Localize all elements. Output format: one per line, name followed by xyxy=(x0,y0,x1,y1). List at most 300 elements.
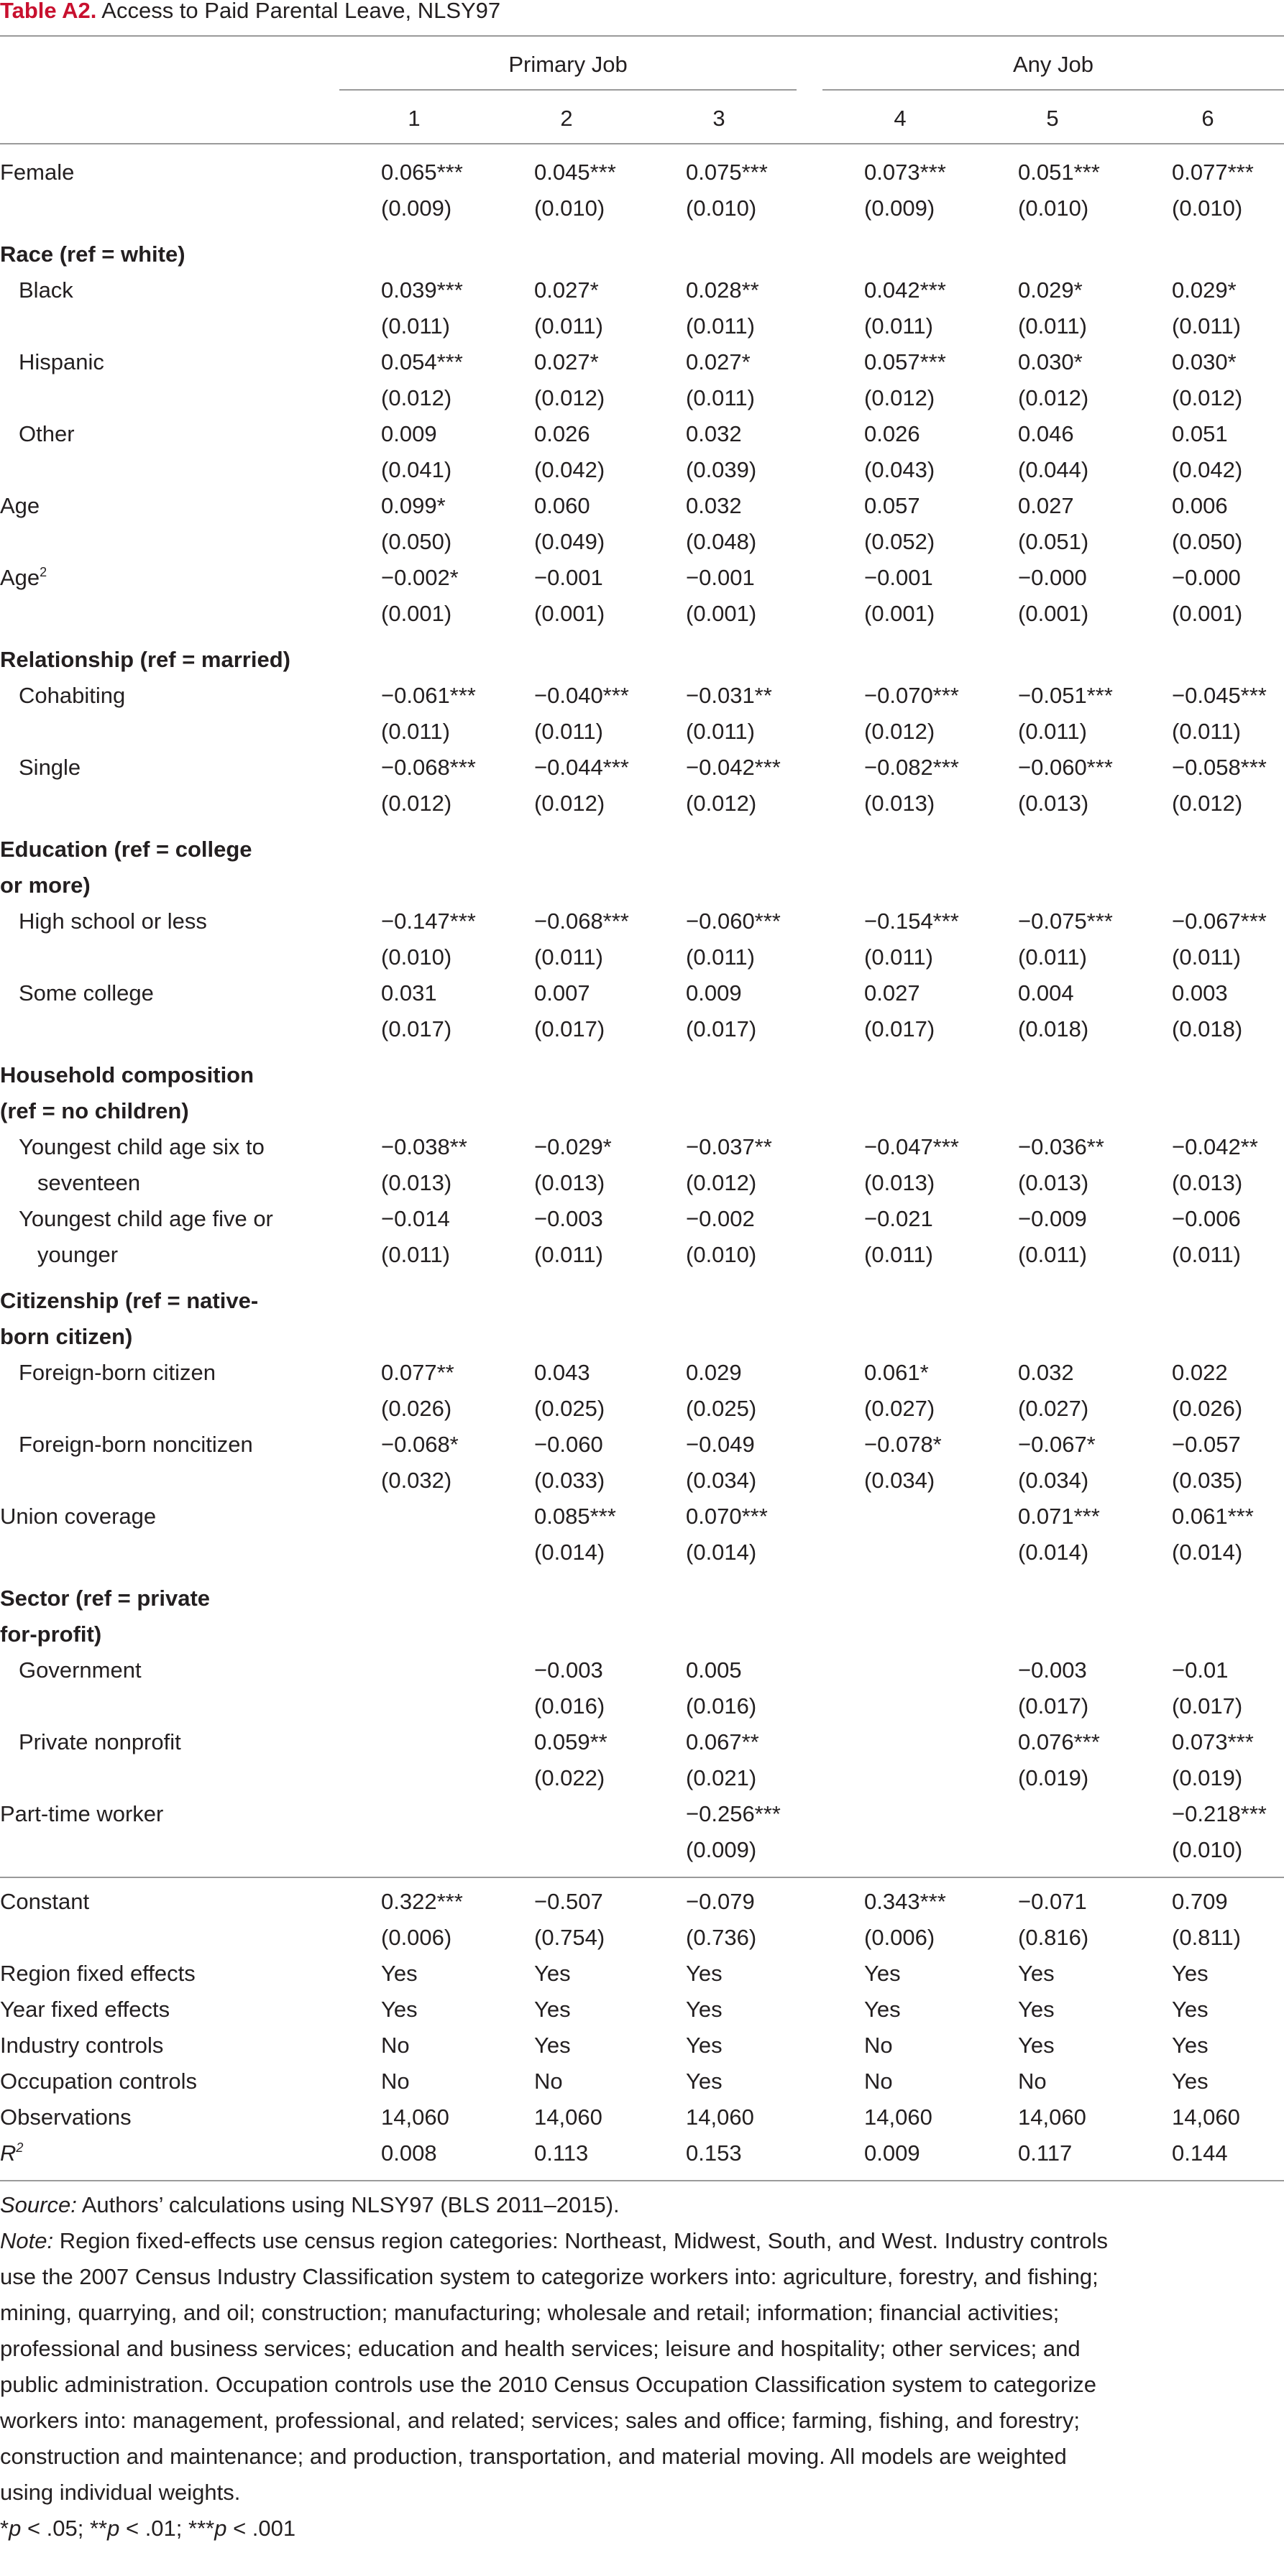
table-cell: (0.019) xyxy=(1172,1765,1243,1790)
table-cell: 0.003 xyxy=(1172,980,1228,1006)
table-cell: (0.017) xyxy=(686,1016,757,1041)
table-cell: 14,060 xyxy=(1172,2104,1240,2130)
table-cell: (0.001) xyxy=(864,601,935,626)
table-cell: (0.010) xyxy=(381,944,452,970)
table-row xyxy=(0,344,1284,380)
row-label xyxy=(19,1201,273,1237)
footnote-text: Note: xyxy=(0,2228,54,2253)
table-cell: −0.002 xyxy=(686,1206,755,1231)
table-cell: 14,060 xyxy=(864,2104,932,2130)
table-cell: (0.012) xyxy=(1172,791,1243,816)
table-row xyxy=(0,1652,1284,1688)
footnote-text: < .05; ** xyxy=(21,2516,108,2541)
table-cell: (0.050) xyxy=(381,529,452,554)
table-cell: −0.068* xyxy=(381,1432,459,1457)
table-row xyxy=(0,2135,1284,2171)
table-cell: 0.029* xyxy=(1018,277,1083,303)
row-label-text: High school or less xyxy=(19,908,207,934)
table-cell: (0.010) xyxy=(1018,196,1089,221)
footnote-line xyxy=(0,2295,1284,2331)
table-cell: (0.010) xyxy=(686,1242,757,1267)
table-cell: 0.322*** xyxy=(381,1889,463,1914)
table-cell: (0.011) xyxy=(686,385,755,410)
table-cell: (0.011) xyxy=(1018,313,1087,339)
table-row xyxy=(0,1011,1284,1047)
row-label-text: born citizen) xyxy=(0,1324,133,1349)
table-cell: Yes xyxy=(534,1961,571,1986)
row-label xyxy=(19,1724,181,1760)
row-label-text: Part-time worker xyxy=(0,1801,164,1826)
footnote-text: Region fixed-effects use census region categories: Northeast, Midwest, South, and West. Industry controls xyxy=(53,2228,1109,2253)
table-cell: Yes xyxy=(381,1997,418,2022)
table-cell: Yes xyxy=(686,2069,723,2094)
footnote-text: workers into: management, professional, and related; services; sales and office; farming, fishing, and forestry; xyxy=(0,2408,1080,2433)
table-row xyxy=(0,1832,1284,1868)
row-label xyxy=(0,155,74,190)
table-row xyxy=(0,1581,1284,1616)
table-cell: −0.042*** xyxy=(686,755,781,780)
table-cell: (0.011) xyxy=(381,313,450,339)
table-row xyxy=(0,1391,1284,1427)
table-cell: 0.006 xyxy=(1172,493,1228,518)
table-cell: (0.011) xyxy=(1172,313,1241,339)
table-cell: −0.071 xyxy=(1018,1889,1087,1914)
table-cell: 0.027* xyxy=(534,349,599,374)
table-cell: 0.045*** xyxy=(534,160,616,185)
table-cell: 0.057*** xyxy=(864,349,946,374)
table-cell: (0.013) xyxy=(1172,1170,1243,1195)
stats-rule xyxy=(0,1877,1284,1878)
table-cell: −0.014 xyxy=(381,1206,450,1231)
table-cell: 0.042*** xyxy=(864,277,946,303)
table-cell: (0.042) xyxy=(1172,457,1243,482)
table-cell: 0.004 xyxy=(1018,980,1074,1006)
table-cell: 0.026 xyxy=(864,421,920,446)
table-cell: Yes xyxy=(864,1997,901,2022)
table-cell xyxy=(534,1796,678,1832)
table-cell: (0.034) xyxy=(686,1468,757,1493)
table-cell: −0.057 xyxy=(1172,1432,1241,1457)
footnote-line xyxy=(0,2475,1284,2511)
table-cell: (0.736) xyxy=(686,1925,757,1950)
row-label xyxy=(19,344,104,380)
table-row xyxy=(0,1920,1284,1956)
row-label xyxy=(0,1956,196,1992)
table-cell: 0.027 xyxy=(864,980,920,1006)
row-label-text: Citizenship (ref = native- xyxy=(0,1288,259,1313)
column-number: 4 xyxy=(894,106,907,131)
table-cell: −0.060*** xyxy=(686,908,781,934)
table-cell: −0.067* xyxy=(1018,1432,1096,1457)
table-cell: −0.045*** xyxy=(1172,683,1267,708)
table-cell: (0.010) xyxy=(1172,1837,1243,1862)
row-label-text: younger xyxy=(37,1242,119,1267)
table-cell: (0.010) xyxy=(686,196,757,221)
row-label-text: Government xyxy=(19,1657,142,1683)
table-cell: Yes xyxy=(1018,2033,1055,2058)
superscript: 2 xyxy=(16,2140,24,2155)
row-label xyxy=(19,1652,142,1688)
table-cell: 0.009 xyxy=(864,2140,920,2166)
table-cell: 0.077*** xyxy=(1172,160,1254,185)
table-number: Table A2. xyxy=(0,0,97,23)
column-number: 1 xyxy=(408,106,421,131)
table-cell: 0.032 xyxy=(1018,1360,1074,1385)
table-cell: (0.032) xyxy=(381,1468,452,1493)
table-cell: (0.042) xyxy=(534,457,605,482)
table-cell: (0.009) xyxy=(864,196,935,221)
footnote-text: * xyxy=(0,2516,9,2541)
table-cell: −0.002* xyxy=(381,565,459,590)
table-row xyxy=(0,2028,1284,2064)
footnote-text: use the 2007 Census Industry Classification system to categorize workers into: agriculture, forestry, and fishing; xyxy=(0,2264,1099,2289)
table-row xyxy=(0,1355,1284,1391)
table-cell: 0.060 xyxy=(534,493,590,518)
table-cell: 0.008 xyxy=(381,2140,437,2166)
row-label-text: Age xyxy=(0,565,40,590)
footnote-text: Source: xyxy=(0,2192,77,2217)
table-cell xyxy=(381,1499,525,1535)
table-cell: (0.009) xyxy=(381,196,452,221)
table-cell: 0.043 xyxy=(534,1360,590,1385)
table-cell: 0.709 xyxy=(1172,1889,1228,1914)
table-cell xyxy=(864,1535,1008,1570)
table-cell: 0.027 xyxy=(1018,493,1074,518)
table-cell: 0.046 xyxy=(1018,421,1074,446)
table-cell: 0.144 xyxy=(1172,2140,1228,2166)
row-label-text: Union coverage xyxy=(0,1504,157,1529)
table-cell: (0.014) xyxy=(686,1540,757,1565)
table-cell: −0.078* xyxy=(864,1432,942,1457)
table-cell: (0.012) xyxy=(864,719,935,744)
footnote-line xyxy=(0,2331,1284,2367)
table-cell: (0.011) xyxy=(534,1242,603,1267)
table-cell: (0.017) xyxy=(864,1016,935,1041)
row-label xyxy=(0,2028,163,2064)
table-cell: −0.009 xyxy=(1018,1206,1087,1231)
table-row xyxy=(0,1796,1284,1832)
table-cell: (0.011) xyxy=(381,1242,450,1267)
row-label xyxy=(0,1992,170,2028)
table-cell: (0.052) xyxy=(864,529,935,554)
table-cell: (0.039) xyxy=(686,457,757,482)
table-cell: −0.000 xyxy=(1172,565,1241,590)
footnote-text: < .001 xyxy=(226,2516,296,2541)
row-label-text: Black xyxy=(19,277,73,303)
table-row xyxy=(0,939,1284,975)
table-cell: (0.011) xyxy=(1018,1242,1087,1267)
table-cell: (0.014) xyxy=(534,1540,605,1565)
table-cell: −0.001 xyxy=(534,565,603,590)
table-row xyxy=(0,1129,1284,1165)
column-number: 3 xyxy=(712,106,725,131)
table-cell: (0.043) xyxy=(864,457,935,482)
table-cell: (0.035) xyxy=(1172,1468,1243,1493)
table-cell: 0.051 xyxy=(1172,421,1228,446)
table-cell: (0.012) xyxy=(381,385,452,410)
table-cell: (0.001) xyxy=(534,601,605,626)
row-label xyxy=(0,1093,189,1129)
column-number: 2 xyxy=(560,106,573,131)
column-number: 5 xyxy=(1046,106,1059,131)
table-cell xyxy=(381,1760,525,1796)
table-cell: Yes xyxy=(686,1961,723,1986)
table-cell: −0.147*** xyxy=(381,908,476,934)
table-cell: Yes xyxy=(1018,1997,1055,2022)
table-cell xyxy=(1018,1832,1162,1868)
row-label xyxy=(0,1499,156,1535)
table-row xyxy=(0,308,1284,344)
table-cell: 0.113 xyxy=(534,2140,589,2166)
table-cell: (0.051) xyxy=(1018,529,1089,554)
table-cell: (0.016) xyxy=(686,1693,757,1719)
table-row xyxy=(0,1201,1284,1237)
table-cell: No xyxy=(1018,2069,1047,2094)
row-label-text: Female xyxy=(0,160,75,185)
table-cell: −0.154*** xyxy=(864,908,959,934)
table-cell: (0.013) xyxy=(1018,1170,1089,1195)
table-cell: Yes xyxy=(1172,2033,1209,2058)
table-cell: −0.256*** xyxy=(686,1801,781,1826)
table-cell: −0.006 xyxy=(1172,1206,1241,1231)
table-row xyxy=(0,642,1284,678)
table-row xyxy=(0,452,1284,488)
table-cell: −0.001 xyxy=(864,565,933,590)
row-label xyxy=(0,2064,197,2099)
table-cell: −0.036** xyxy=(1018,1134,1104,1159)
row-label-text: Youngest child age six to xyxy=(19,1134,265,1159)
row-label xyxy=(19,272,73,308)
table-cell: (0.027) xyxy=(1018,1396,1089,1421)
table-cell xyxy=(864,1724,1008,1760)
footnote-line xyxy=(0,2259,1284,2295)
table-cell xyxy=(864,1832,1008,1868)
table-cell: Yes xyxy=(1172,2069,1209,2094)
table-cell xyxy=(864,1688,1008,1724)
row-label-text: Constant xyxy=(0,1889,90,1914)
footnote-line xyxy=(0,2367,1284,2403)
table-cell: 0.071*** xyxy=(1018,1504,1100,1529)
table-cell xyxy=(864,1652,1008,1688)
row-label xyxy=(0,1283,258,1319)
row-label-text: R xyxy=(0,2140,17,2166)
row-label xyxy=(0,1884,89,1920)
table-row xyxy=(0,380,1284,416)
table-title xyxy=(0,0,500,34)
table-row xyxy=(0,1760,1284,1796)
table-cell: −0.038** xyxy=(381,1134,467,1159)
table-cell: (0.034) xyxy=(1018,1468,1089,1493)
table-cell: 0.029 xyxy=(686,1360,742,1385)
superscript: 2 xyxy=(40,565,47,579)
table-cell: Yes xyxy=(534,2033,571,2058)
table-cell xyxy=(381,1832,525,1868)
table-cell: (0.016) xyxy=(534,1693,605,1719)
table-cell: 0.029* xyxy=(1172,277,1237,303)
footnote-text: mining, quarrying, and oil; construction; manufacturing; wholesale and retail; information; financial activities; xyxy=(0,2300,1060,2325)
table-cell: (0.011) xyxy=(1018,719,1087,744)
table-cell: (0.012) xyxy=(864,385,935,410)
table-cell: 14,060 xyxy=(1018,2104,1086,2130)
table-cell: −0.031** xyxy=(686,683,772,708)
table-cell: (0.010) xyxy=(534,196,605,221)
table-cell: −0.003 xyxy=(1018,1657,1087,1683)
row-label-text: Other xyxy=(19,421,75,446)
table-cell: 14,060 xyxy=(381,2104,449,2130)
table-row xyxy=(0,868,1284,903)
table-cell: −0.079 xyxy=(686,1889,755,1914)
table-cell: 0.022 xyxy=(1172,1360,1228,1385)
table-cell: −0.001 xyxy=(686,565,755,590)
row-label xyxy=(19,1129,265,1165)
row-label xyxy=(0,1057,254,1093)
table-cell: 0.061*** xyxy=(1172,1504,1254,1529)
footnote-text: p xyxy=(107,2516,120,2541)
table-cell: 0.077** xyxy=(381,1360,454,1385)
table-cell: (0.044) xyxy=(1018,457,1089,482)
table-cell: (0.011) xyxy=(1172,1242,1241,1267)
row-label-text: Region fixed effects xyxy=(0,1961,196,1986)
table-row xyxy=(0,750,1284,786)
table-cell: (0.012) xyxy=(686,1170,757,1195)
table-cell: (0.012) xyxy=(381,791,452,816)
table-cell xyxy=(381,1724,525,1760)
table-row xyxy=(0,2099,1284,2135)
table-cell: No xyxy=(864,2069,893,2094)
table-row xyxy=(0,1283,1284,1319)
table-row xyxy=(0,596,1284,632)
table-cell: (0.011) xyxy=(864,944,933,970)
row-label-text: Private nonprofit xyxy=(19,1729,181,1754)
table-cell: (0.011) xyxy=(1018,944,1087,970)
table-cell: 0.039*** xyxy=(381,277,463,303)
footnote-line xyxy=(0,2403,1284,2439)
table-cell: (0.754) xyxy=(534,1925,605,1950)
row-label xyxy=(0,642,290,678)
row-label xyxy=(0,236,185,272)
table-row xyxy=(0,190,1284,226)
table-cell: (0.012) xyxy=(534,791,605,816)
column-number: 6 xyxy=(1201,106,1214,131)
table-cell: (0.017) xyxy=(381,1016,452,1041)
table-cell: 0.009 xyxy=(381,421,437,446)
row-label xyxy=(19,903,207,939)
row-label xyxy=(19,678,125,714)
table-cell: −0.021 xyxy=(864,1206,933,1231)
table-cell: 0.027* xyxy=(534,277,599,303)
table-cell: 0.061* xyxy=(864,1360,929,1385)
row-label xyxy=(37,1237,118,1273)
table-cell: 0.085*** xyxy=(534,1504,616,1529)
table-row xyxy=(0,975,1284,1011)
table-cell: (0.006) xyxy=(864,1925,935,1950)
header-rule xyxy=(0,143,1284,144)
table-cell: 0.009 xyxy=(686,980,742,1006)
table-cell: (0.011) xyxy=(534,719,603,744)
row-label-text: Observations xyxy=(0,2104,132,2130)
row-label xyxy=(37,1165,140,1201)
table-row xyxy=(0,832,1284,868)
table-cell: (0.011) xyxy=(686,313,755,339)
row-label-text: Occupation controls xyxy=(0,2069,197,2094)
table-cell: (0.001) xyxy=(381,601,452,626)
row-label xyxy=(19,750,81,786)
table-cell: (0.012) xyxy=(686,791,757,816)
table-cell: 0.032 xyxy=(686,493,742,518)
row-label-text: Year fixed effects xyxy=(0,1997,170,2022)
table-cell: (0.012) xyxy=(1172,385,1243,410)
table-row xyxy=(0,1884,1284,1920)
table-cell: (0.022) xyxy=(534,1765,605,1790)
table-cell: −0.075*** xyxy=(1018,908,1113,934)
table-row xyxy=(0,1724,1284,1760)
table-cell: −0.044*** xyxy=(534,755,629,780)
table-row xyxy=(0,1616,1284,1652)
table-cell: 0.067** xyxy=(686,1729,759,1754)
footnote-text: using individual weights. xyxy=(0,2480,241,2505)
table-cell: −0.003 xyxy=(534,1657,603,1683)
table-row xyxy=(0,1237,1284,1273)
table-cell: −0.061*** xyxy=(381,683,476,708)
row-label-text: Cohabiting xyxy=(19,683,126,708)
table-cell: Yes xyxy=(686,2033,723,2058)
table-cell: Yes xyxy=(381,1961,418,1986)
footnote-line xyxy=(0,2511,1284,2547)
table-cell: −0.01 xyxy=(1172,1657,1229,1683)
row-label-text: (ref = no children) xyxy=(0,1098,189,1123)
table-row xyxy=(0,1499,1284,1535)
table-cell: −0.000 xyxy=(1018,565,1087,590)
table-cell: (0.012) xyxy=(534,385,605,410)
table-cell: −0.068*** xyxy=(381,755,476,780)
row-label xyxy=(0,2099,132,2135)
table-cell: Yes xyxy=(1172,1997,1209,2022)
table-cell: −0.051*** xyxy=(1018,683,1113,708)
footnote-text: < .01; *** xyxy=(119,2516,215,2541)
table-cell: 0.099* xyxy=(381,493,446,518)
table-cell: (0.816) xyxy=(1018,1925,1089,1950)
table-cell: (0.013) xyxy=(864,1170,935,1195)
row-label xyxy=(0,1796,163,1832)
table-cell: −0.058*** xyxy=(1172,755,1267,780)
table-cell: (0.018) xyxy=(1172,1016,1243,1041)
table-cell: No xyxy=(381,2033,410,2058)
table-row xyxy=(0,1093,1284,1129)
table-cell: (0.048) xyxy=(686,529,757,554)
table-cell: (0.011) xyxy=(1172,719,1241,744)
table-cell: (0.011) xyxy=(686,944,755,970)
table-cell: 0.054*** xyxy=(381,349,463,374)
table-cell xyxy=(381,1796,525,1832)
row-label-text: Single xyxy=(19,755,81,780)
row-label-text: Race (ref = white) xyxy=(0,242,185,267)
table-cell: 0.343*** xyxy=(864,1889,946,1914)
table-cell: −0.037** xyxy=(686,1134,772,1159)
table-cell: (0.009) xyxy=(686,1837,757,1862)
group-rule-primary xyxy=(339,89,797,91)
row-label-text: Household composition xyxy=(0,1062,254,1087)
table-cell: 0.117 xyxy=(1018,2140,1073,2166)
table-cell: (0.013) xyxy=(381,1170,452,1195)
table-cell: 0.057 xyxy=(864,493,920,518)
row-label xyxy=(19,416,75,452)
table-row xyxy=(0,1427,1284,1463)
table-cell: −0.068*** xyxy=(534,908,629,934)
table-cell: 0.065*** xyxy=(381,160,463,185)
table-cell: 14,060 xyxy=(534,2104,602,2130)
row-label-text: Foreign-born citizen xyxy=(19,1360,216,1385)
table-cell: 0.059** xyxy=(534,1729,607,1754)
